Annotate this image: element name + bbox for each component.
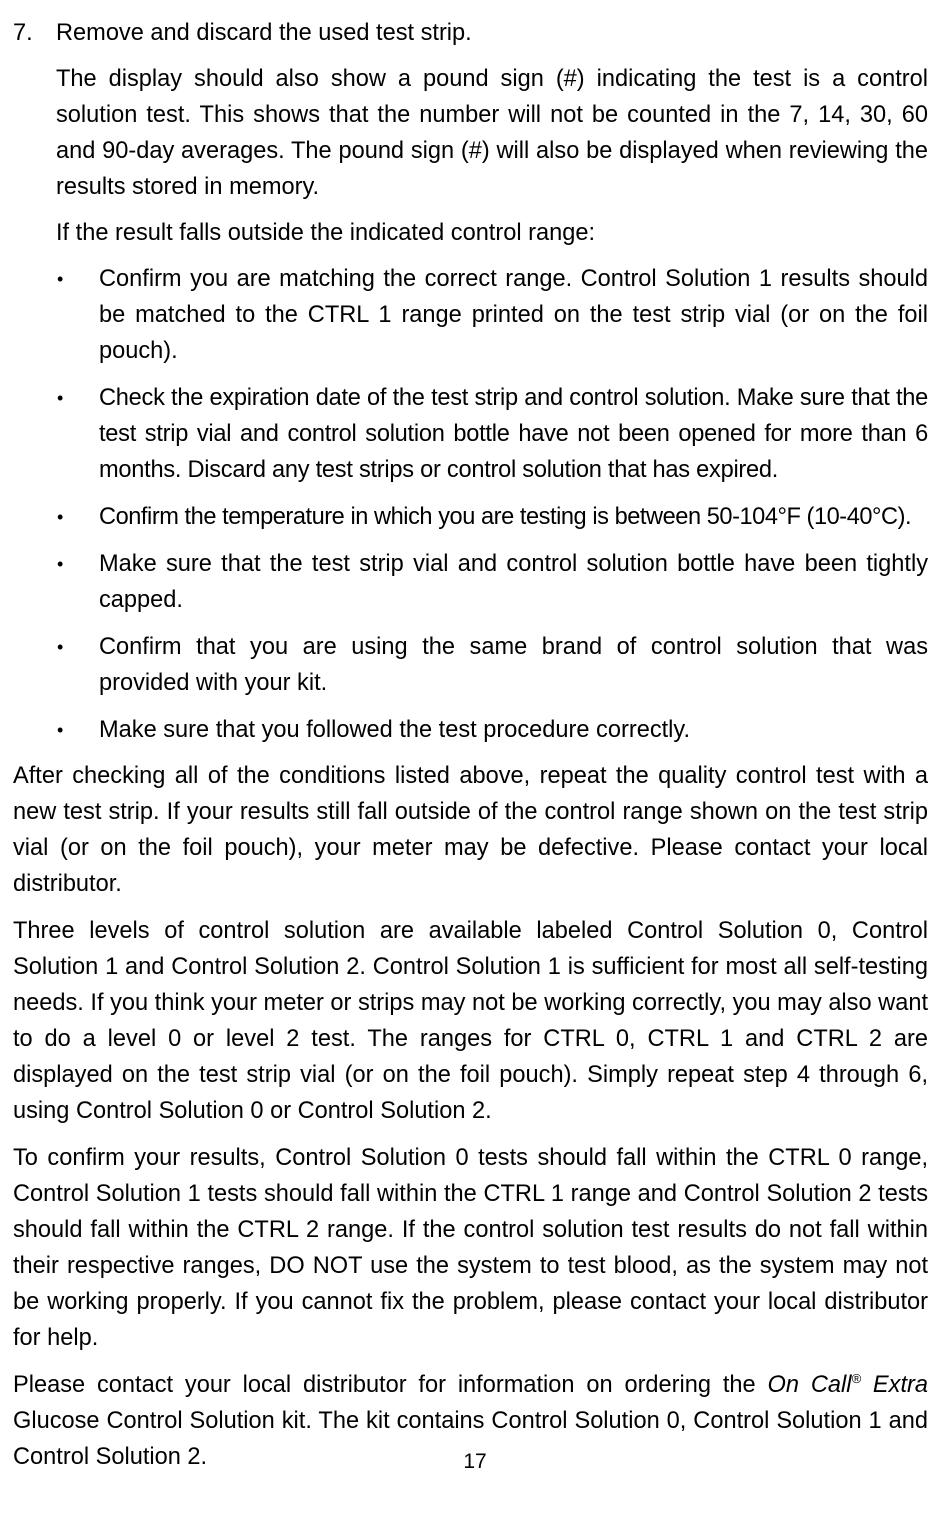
retest-paragraph: After checking all of the conditions listed above, repeat the quality control test with a new test strip. If your results still fall outside of the control range shown on the test strip vial (or on the foil pouch), your meter may be defective. Please contact your local distributor. — [13, 763, 928, 897]
control-levels-paragraph: Three levels of control solution are available labeled Control Solution 0, Control Solution 1 and Control Solution 2. Control Solution 1 is sufficient for most all self-testing needs. If you think your meter or strips may not be working correctly, you may also want to do a level 0 or level 2 test. The ranges for CTRL 0, CTRL 1 and CTRL 2 are displayed on the test strip vial (or on the foil pouch). Simply repeat step 4 through 6, using Control Solution 0 or Control Solution 2. — [13, 918, 928, 1124]
brand-name — [768, 1372, 928, 1398]
list-item-text: Make sure that you followed the test procedure correctly. — [99, 717, 691, 743]
brand-name-text: On Call — [767, 1372, 852, 1398]
list-item-text: Confirm you are matching the correct range. Control Solution 1 results should be matched to the CTRL 1 range printed on the test strip vial (or on the foil pouch). — [99, 266, 928, 364]
bullet-icon: • — [57, 720, 64, 740]
bullet-icon: • — [57, 388, 64, 408]
list-item-text: Check the expiration date of the test strip and control solution. Make sure that the test strip vial and control solution bottle have not been opened for more than 6 months. Discard any test strips or control solution that has expired. — [99, 385, 928, 483]
ordering-text-end: Glucose Control Solution kit. The kit contains Control Solution 0, Control Solution 1 and Control Solution 2. — [13, 1408, 928, 1470]
list-item — [56, 261, 928, 369]
ordering-text-start: Please contact your local distributor for information on ordering the — [13, 1372, 768, 1398]
bullet-icon: • — [57, 269, 64, 289]
troubleshooting-list — [56, 261, 928, 748]
page-number: 17 — [463, 1450, 487, 1473]
step-number: 7. — [13, 20, 33, 46]
outside-range-intro: If the result falls outside the indicated control range: — [56, 220, 596, 246]
bullet-icon: • — [57, 554, 64, 574]
list-item — [56, 712, 928, 748]
document-page — [13, 15, 928, 1475]
pound-sign-paragraph: The display should also show a pound sign (#) indicating the test is a control solution test. This shows that the number will not be counted in the 7, 14, 30, 60 and 90-day averages. The pound sign (#) will also be displayed when reviewing the results stored in memory. — [56, 66, 928, 200]
list-item — [56, 546, 928, 618]
confirm-results-paragraph: To confirm your results, Control Solution 0 tests should fall within the CTRL 0 range, Control Solution 1 tests should fall within the CTRL 1 range and Control Solution 2 tests should fall within the CTRL 2 range. If the control solution test results do not fall within their respective ranges, DO NOT use the system to test blood, as the system may not be working properly. If you cannot fix the problem, please contact your local distributor for help. — [13, 1145, 928, 1351]
list-item-text: Make sure that the test strip vial and control solution bottle have been tightly capped. — [99, 551, 928, 613]
step-7 — [13, 15, 928, 51]
list-item-text: Confirm that you are using the same brand of control solution that was provided with your kit. — [99, 634, 928, 696]
registered-mark: ® — [851, 1371, 862, 1387]
bullet-icon: • — [57, 637, 64, 657]
list-item — [56, 380, 928, 488]
list-item-text: Confirm the temperature in which you are testing is between 50-104°F (10-40°C). — [99, 504, 912, 530]
list-item — [56, 499, 928, 535]
brand-suffix: Extra — [861, 1372, 928, 1398]
bullet-icon: • — [57, 507, 64, 527]
step-text: Remove and discard the used test strip. — [56, 20, 472, 46]
list-item — [56, 629, 928, 701]
